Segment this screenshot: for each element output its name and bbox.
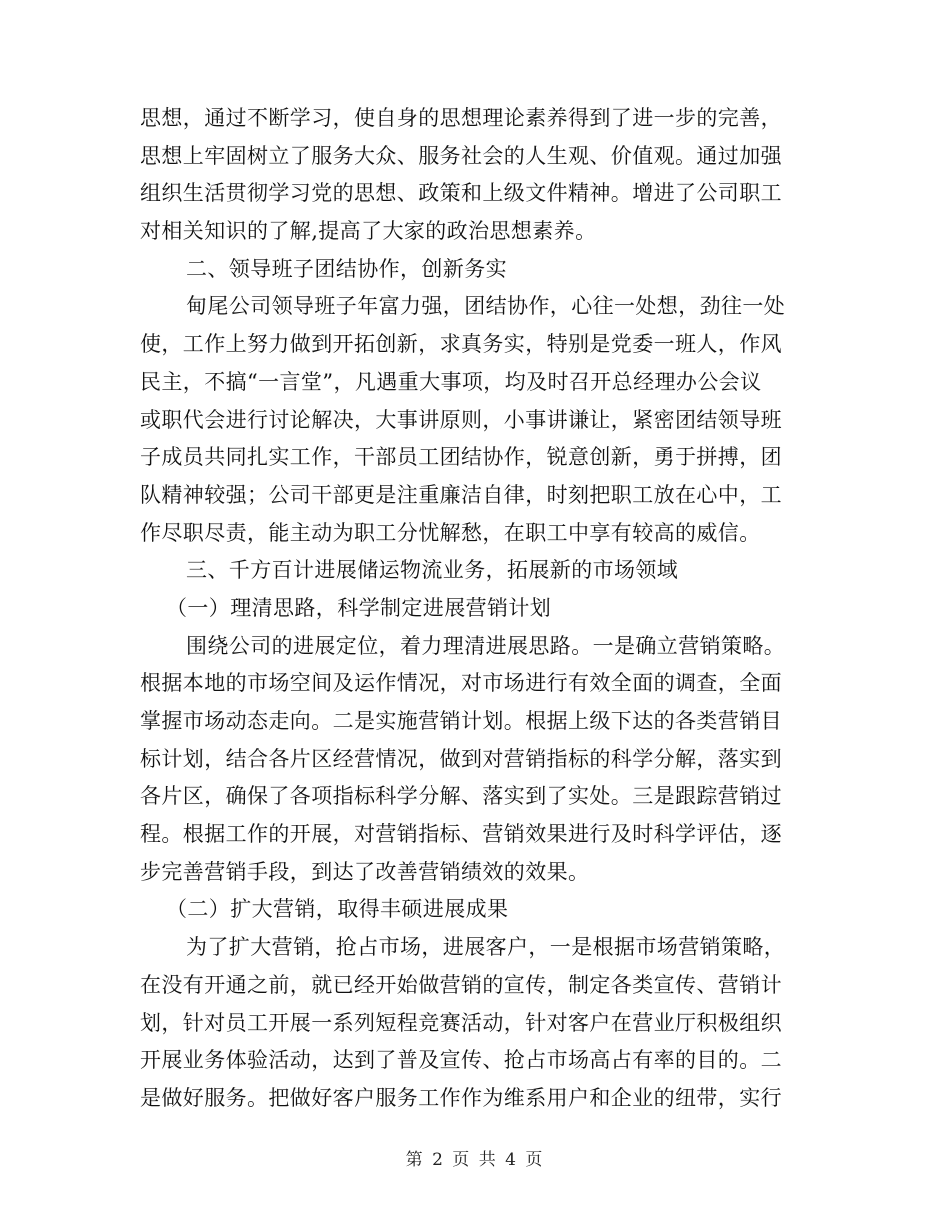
text-line: 开展业务体验活动，达到了普及宣传、抢占市场高占有率的目的。二 xyxy=(140,1048,782,1073)
text-line: 掌握市场动态走向。二是实施营销计划。根据上级下达的各类营销目 xyxy=(140,709,782,733)
text-line: 各片区，确保了各项指标科学分解、落实到了实处。三是跟踪营销过 xyxy=(140,784,782,809)
text-line: 三、千方百计进展储运物流业务，拓展新的市场领域 xyxy=(186,558,679,583)
text-line: 民主，不搞“一言堂”，凡遇重大事项，均及时召开总经理办公会议 xyxy=(140,369,762,394)
text-line: 对相关知识的了解,提高了大家的政治思想素养。 xyxy=(140,219,597,244)
text-line: （一）理清思路，科学制定进展营销计划 xyxy=(166,595,552,620)
page-number-footer: 第 2 页 共 4 页 xyxy=(405,1150,545,1170)
text-line: 二、领导班子团结协作，创新务实 xyxy=(186,256,507,281)
text-line: 根据本地的市场空间及运作情况，对市场进行有效全面的调查，全面 xyxy=(140,671,782,696)
text-line: 思想，通过不断学习，使自身的思想理论素养得到了进一步的完善， xyxy=(140,106,782,130)
text-line: 组织生活贯彻学习党的思想、政策和上级文件精神。增进了公司职工 xyxy=(140,181,782,206)
text-line: 在没有开通之前，就已经开始做营销的宣传，制定各类宣传、营销计 xyxy=(140,972,782,997)
text-line: 思想上牢固树立了服务大众、服务社会的人生观、价值观。通过加强 xyxy=(140,143,782,168)
text-line: 步完善营销手段，到达了改善营销绩效的效果。 xyxy=(140,859,590,884)
text-line: 围绕公司的进展定位，着力理清进展思路。一是确立营销策略。 xyxy=(186,633,786,658)
text-line: 是做好服务。把做好客户服务工作作为维系用户和企业的纽带，实行 xyxy=(140,1085,782,1110)
text-line: 队精神较强；公司干部更是注重廉洁自律，时刻把职工放在心中，工 xyxy=(140,482,782,507)
text-line: （二）扩大营销，取得丰硕进展成果 xyxy=(166,897,509,922)
text-line: 程。根据工作的开展，对营销指标、营销效果进行及时科学评估，逐 xyxy=(140,822,782,847)
text-line: 或职代会进行讨论解决，大事讲原则，小事讲谦让，紧密团结领导班 xyxy=(140,407,782,432)
text-line: 标计划，结合各片区经营情况，做到对营销指标的科学分解，落实到 xyxy=(140,746,782,771)
text-line: 作尽职尽责，能主动为职工分忧解愁，在职工中享有较高的威信。 xyxy=(140,520,761,545)
text-line: 使，工作上努力做到开拓创新，求真务实，特别是党委一班人，作风 xyxy=(140,332,782,357)
text-line: 划，针对员工开展一系列短程竞赛活动，针对客户在营业厅积极组织 xyxy=(140,1010,782,1035)
document-body xyxy=(140,100,810,1118)
text-line: 子成员共同扎实工作，干部员工团结协作，锐意创新，勇于拼搏，团 xyxy=(140,445,782,470)
text-line: 甸尾公司领导班子年富力强，团结协作，心往一处想，劲往一处 xyxy=(186,294,786,319)
text-line: 为了扩大营销，抢占市场，进展客户，一是根据市场营销策略， xyxy=(186,935,786,960)
